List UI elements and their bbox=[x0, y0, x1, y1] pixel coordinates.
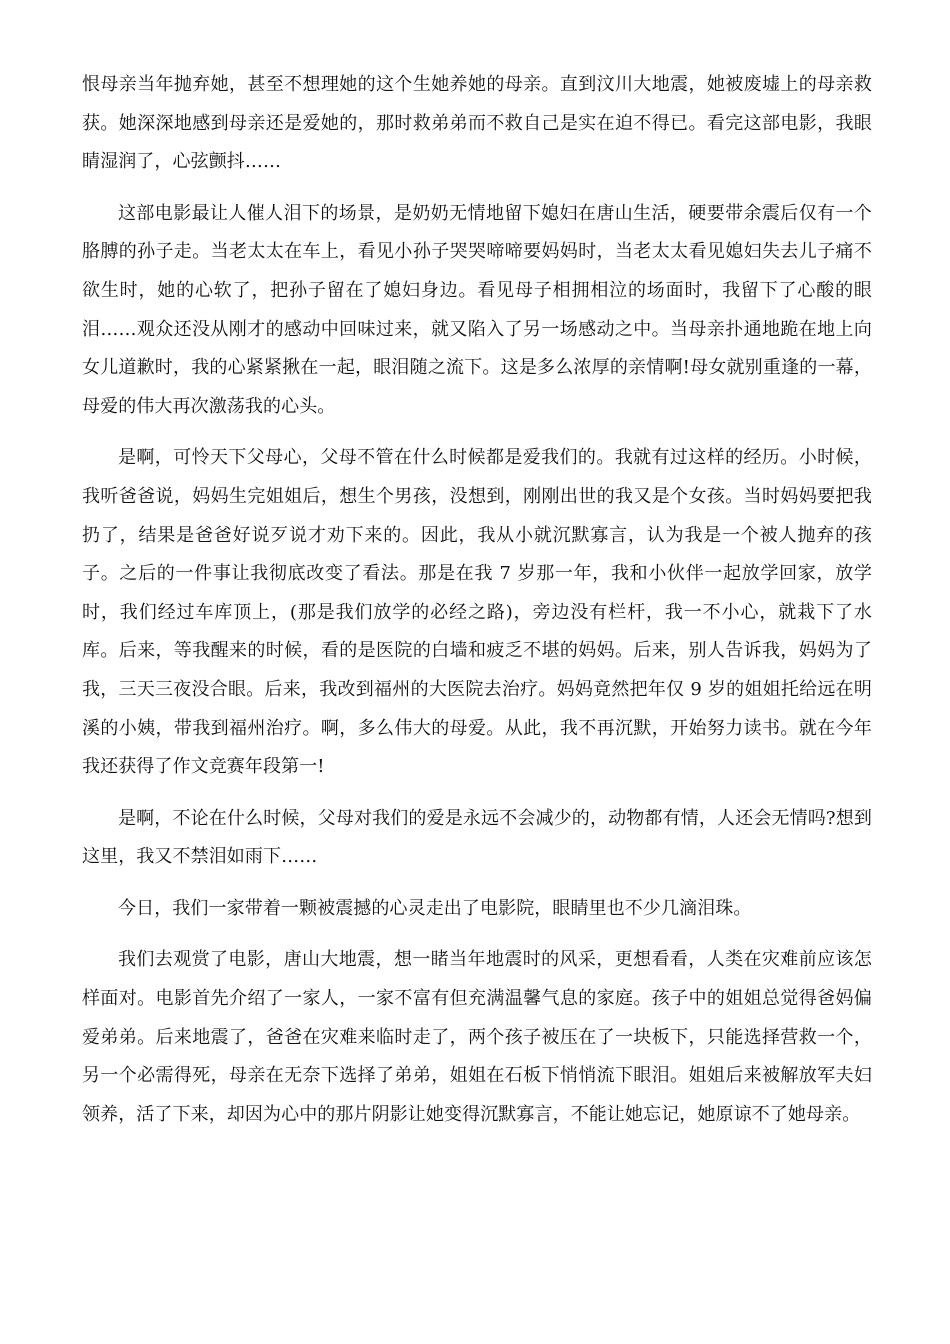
paragraph-4: 是啊，不论在什么时候，父母对我们的爱是永远不会减少的，动物都有情，人还会无情吗?想到这里，我又不禁泪如雨下…… bbox=[82, 807, 872, 868]
paragraph-1: 恨母亲当年抛弃她，甚至不想理她的这个生她养她的母亲。直到汶川大地震，她被废墟上的母亲救获。她深深地感到母亲还是爱她的，那时救弟弟而不救自己是实在迫不得已。看完这部电影，我眼睛湿润了，心弦颤抖…… bbox=[82, 74, 872, 173]
paragraph-6: 我们去观赏了电影，唐山大地震，想一睹当年地震时的风采，更想看看，人类在灾难前应该怎样面对。电影首先介绍了一家人，一家不富有但充满温馨气息的家庭。孩子中的姐姐总觉得爸妈偏爱弟弟。后来地震了，爸爸在灾难来临时走了，两个孩子被压在了一块板下，只能选择营救一个，另一个必需得死，母亲在无奈下选择了弟弟，姐姐在石板下悄悄流下眼泪。姐姐后来被解放军夫妇领养，活了下来，却因为心中的那片阴影让她变得沉默寡言，不能让她忘记，她原谅不了她母亲。 bbox=[82, 949, 872, 1125]
paragraph-2: 这部电影最让人催人泪下的场景，是奶奶无情地留下媳妇在唐山生活，硬要带余震后仅有一个胳膊的孙子走。当老太太在车上，看见小孙子哭哭啼啼要妈妈时，当老太太看见媳妇失去儿子痛不欲生时，她的心软了，把孙子留在了媳妇身边。看见母子相拥相泣的场面时，我留下了心酸的眼泪……观众还没从刚才的感动中回味过来，就又陷入了另一场感动之中。当母亲扑通地跪在地上向女儿道歉时，我的心紧紧揪在一起，眼泪随之流下。这是多么浓厚的亲情啊!母女就别重逢的一幕，母爱的伟大再次激荡我的心头。 bbox=[82, 202, 872, 417]
paragraph-3: 是啊，可怜天下父母心，父母不管在什么时候都是爱我们的。我就有过这样的经历。小时候，我听爸爸说，妈妈生完姐姐后，想生个男孩，没想到，刚刚出世的我又是个女孩。当时妈妈要把我扔了，结果是爸爸好说歹说才劝下来的。因此，我从小就沉默寡言，认为我是一个被人抛弃的孩子。之后的一件事让我彻底改变了看法。那是在我 7 岁那一年，我和小伙伴一起放学回家，放学时，我们经过车库顶上，(那是我们放学的必经之路)，旁边没有栏杆，我一不小心，就栽下了水库。后来，等我醒来的时候，看的是医院的白墙和疲乏不堪的妈妈。后来，别人告诉我，妈妈为了我，三天三夜没合眼。后来，我改到福州的大医院去治疗。妈妈竟然把年仅 9 岁的姐姐托给远在明溪的小姨，带我到福州治疗。啊，多么伟大的母爱。从此，我不再沉默，开始努力读书。就在今年我还获得了作文竞赛年段第一! bbox=[82, 447, 872, 778]
document-body bbox=[82, 66, 872, 1147]
paragraph-5: 今日，我们一家带着一颗被震撼的心灵走出了电影院，眼睛里也不少几滴泪珠。 bbox=[118, 897, 752, 919]
